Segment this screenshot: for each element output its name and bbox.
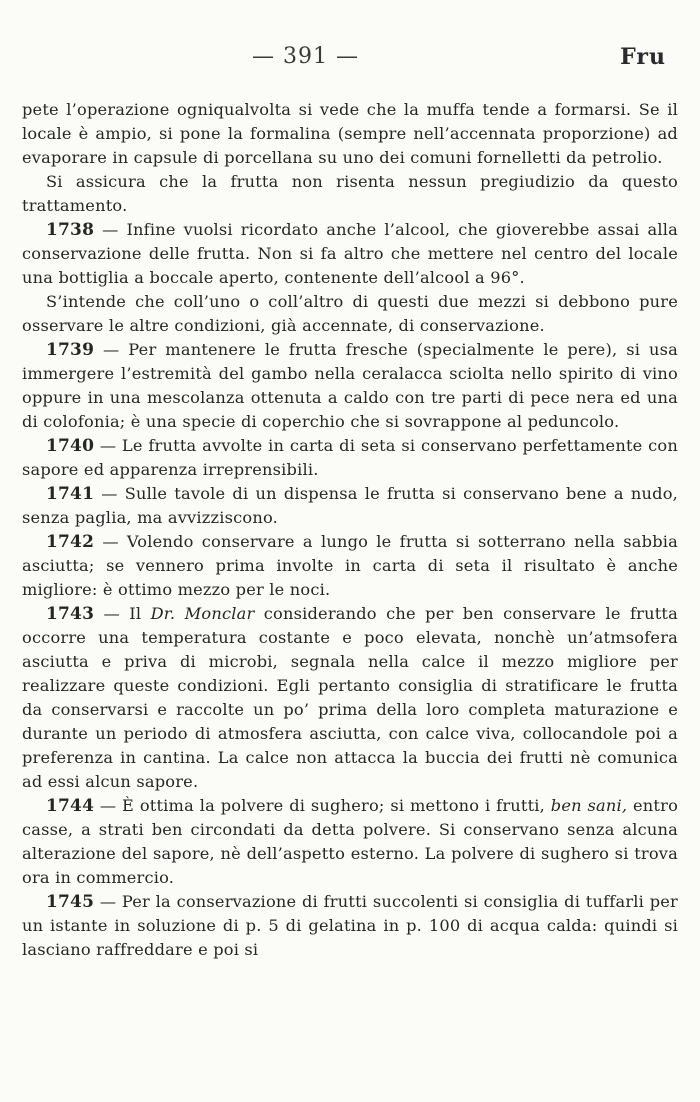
paragraph-text: — Il <box>94 604 151 623</box>
section-number: 1742 <box>46 532 95 552</box>
italic-text: ben sani, <box>550 796 628 815</box>
paragraph <box>22 602 678 794</box>
paragraph-text: S’intende che coll’uno o coll’altro di questi due mezzi si debbono pure osservare le altre condizioni, già accennate, di conservazione. <box>22 292 678 335</box>
paragraph <box>22 530 678 602</box>
paragraph <box>22 218 678 290</box>
paragraph-text: — Per la conservazione di frutti succolenti si consiglia di tuffarli per un istante in soluzione di p. 5 di gelatina in p. 100 di acqua calda: quindi si lasciano raffreddare e poi si <box>22 892 678 959</box>
paragraph-text: — Le frutta avvolte in carta di seta si conservano perfettamente con sapore ed apparenza irreprensibili. <box>22 436 678 479</box>
section-number: 1739 <box>46 340 95 360</box>
paragraph <box>22 794 678 890</box>
paragraph-text: — Per mantenere le frutta fresche (specialmente le pere), si usa immergere l’estremità del gambo nella ceralacca sciolta nello spirito di vino oppure in una mescolanza ottenuta a caldo con tre parti di pece nera ed una di colofonia; è una specie di coperchio che si sovrappone al peduncolo. <box>22 340 678 431</box>
italic-text: Dr. Monclar <box>150 604 255 623</box>
section-number: 1740 <box>46 436 95 456</box>
paragraph <box>22 290 678 338</box>
page-number: — 391 — <box>252 44 359 69</box>
paragraph <box>22 482 678 530</box>
paragraph-text: — Sulle tavole di un dispensa le frutta si conservano bene a nudo, senza paglia, ma avvizziscono. <box>22 484 678 527</box>
paragraph <box>22 170 678 218</box>
paragraph-text: Si assicura che la frutta non risenta nessun pregiudizio da questo trattamento. <box>22 172 678 215</box>
section-number: 1744 <box>46 796 95 816</box>
section-number: 1745 <box>46 892 95 912</box>
paragraph-text: — È ottima la polvere di sughero; si mettono i frutti, <box>94 796 551 815</box>
running-head: Fru <box>620 44 666 70</box>
section-number: 1738 <box>46 220 95 240</box>
paragraph <box>22 98 678 170</box>
page-header <box>0 44 700 76</box>
paragraph-text: — Volendo conservare a lungo le frutta si sotterrano nella sabbia asciutta; se vennero prima involte in carta di seta il risultato è anche migliore: è ottimo mezzo per le noci. <box>22 532 678 599</box>
body-text <box>22 98 678 962</box>
section-number: 1743 <box>46 604 95 624</box>
paragraph <box>22 338 678 434</box>
paragraph <box>22 434 678 482</box>
paragraph <box>22 890 678 962</box>
paragraph-text: entro casse, a strati ben circondati da detta polvere. Si conservano senza alcuna alterazione del sapore, nè dell’aspetto esterno. La polvere di sughero si trova ora in commercio. <box>22 796 679 887</box>
paragraph-text: — Infine vuolsi ricordato anche l’alcool, che gioverebbe assai alla conservazione delle frutta. Non si fa altro che mettere nel centro del locale una bottiglia a boccale aperto, contenente dell’alcool a 96°. <box>22 220 678 287</box>
paragraph-text: considerando che per ben conservare le frutta occorre una temperatura costante e poco elevata, nonchè un’atmsofera asciutta e priva di microbi, segnala nella calce il mezzo migliore per realizzare queste condizioni. Egli pertanto consiglia di stratificare le frutta da conservarsi e raccolte un po’ prima della loro completa maturazione e durante un periodo di atmosfera asciutta, con calce viva, collocandole poi a preferenza in cantina. La calce non attacca la buccia dei frutti nè comunica ad essi alcun sapore. <box>22 604 678 791</box>
section-number: 1741 <box>46 484 95 504</box>
paragraph-text: pete l’operazione ogniqualvolta si vede che la muffa tende a formarsi. Se il locale è ampio, si pone la formalina (sempre nell’accennata proporzione) ad evaporare in capsule di porcellana su uno dei comuni fornelletti da petrolio. <box>22 100 678 167</box>
